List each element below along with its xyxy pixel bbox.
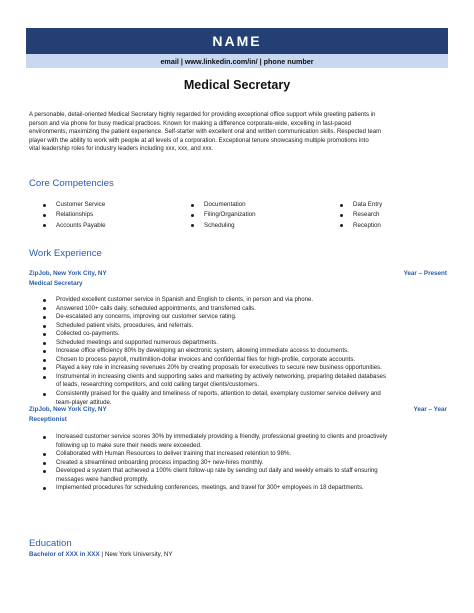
contact-banner [26,54,448,68]
competency-item: Data Entry [340,200,382,210]
job-company: ZipJob, New York City, NY [29,270,107,277]
job-bullet-continuation: following up to make sure their needs were exceeded. [56,441,202,449]
job-bullet: Instrumental in increasing clients and supporting sales and marketing by actively networking, preparing detailed databases [43,373,448,382]
name-banner [26,28,448,54]
job-bullet: Created a streamlined onboarding process impacting 30+ new-hires monthly. [43,459,448,468]
job-bullets [43,433,448,493]
job-bullet-continuation: team-player attitude. [56,398,112,406]
job-bullet: Developed a system that achieved a 100% client follow-up rate by sending out daily and weekly emails to staff ensuring [43,467,448,476]
job-bullet: Implemented procedures for scheduling conferences, meetings, and travel for 300+ employees in 18 departments. [43,484,448,493]
job-bullet: Collected co-payments. [43,330,448,339]
competency-item: Filing/Organization [191,210,256,220]
competency-item: Scheduling [191,221,256,231]
competency-item: Accounts Payable [43,221,106,231]
contact-info: email | www.linkedin.com/in/ | phone number [160,56,314,66]
competency-item: Research [340,210,382,220]
job-bullet-continuation: messages were handled promptly. [56,475,149,483]
competency-item: Documentation [191,200,256,210]
education-heading: Education [29,538,72,549]
job-dates: Year – Present [403,270,447,277]
degree: Bachelor of XXX in XXX [29,551,100,558]
competencies-column [43,200,106,231]
job-bullet: Increased customer service scores 30% by immediately providing a friendly, professional greeting to clients and proactively [43,433,448,442]
job-bullet: Chosen to process payroll, multimillion-dollar invoices and confidential files for high-profile, corporate accounts. [43,356,448,365]
separator: | [99,551,105,558]
job-bullet: Answered 100+ calls daily, scheduled appointments, and transferred calls. [43,305,448,314]
job-bullet: Scheduled patient visits, procedures, and referrals. [43,322,448,331]
job-bullet: De-escalated any concerns, improving our customer service rating. [43,313,448,322]
job-bullet: Played a key role in increasing revenues 20% by creating proposals for executives to secure new business opportunities. [43,364,448,373]
job-bullet: Consistently praised for the quality and timeliness of reports, attention to detail, exemplary customer service delivery and [43,390,448,399]
job-bullet: Increase office efficiency 80% by developing an electronic system, allowing immediate access to documents. [43,347,448,356]
summary-line: A personable, detail-oriented Medical Secretary highly regarded for providing exceptional office support while greeting patients in [29,111,376,118]
job-bullet: Provided excellent customer service in Spanish and English to clients, in person and via phone. [43,296,448,305]
competencies-heading: Core Competencies [29,178,114,189]
competencies-column [191,200,256,231]
job-bullets [43,296,448,407]
job-role: Medical Secretary [29,280,83,287]
job-dates: Year – Year [413,406,447,413]
professional-summary [29,111,447,154]
competency-item: Relationships [43,210,106,220]
candidate-name: NAME [212,33,262,49]
summary-line: vital leadership roles for industry leaders including xxx, xxx, and xxx. [29,145,214,153]
experience-heading: Work Experience [29,248,102,259]
competencies-column [340,200,382,231]
summary-line: environments, maximizing the patient experience. Self-starter with excellent oral and written communication skills. Respected team [29,128,382,136]
resume-title: Medical Secretary [183,78,291,92]
competency-item: Customer Service [43,200,106,210]
competency-item: Reception [340,221,382,231]
job-bullet-continuation: of leads, researching competitors, and cold calling target clients/customers. [56,381,259,389]
job-role: Receptionist [29,416,67,423]
job-bullet: Collaborated with Human Resources to deliver training that increased retention to 98%. [43,450,448,459]
school: New York University, NY [104,551,173,558]
job-bullet: Scheduled meetings and supported numerous departments. [43,339,448,348]
summary-line: player with the ability to work with people at all levels of a corporation. Exceptional tenure showcasing multiple promotions into [29,136,369,144]
education-entry [29,551,173,558]
summary-line: person and via phone for busy medical practices. Known for making a difference corporate-wide, excelling in fast-paced [29,119,352,127]
job-company: ZipJob, New York City, NY [29,406,107,413]
